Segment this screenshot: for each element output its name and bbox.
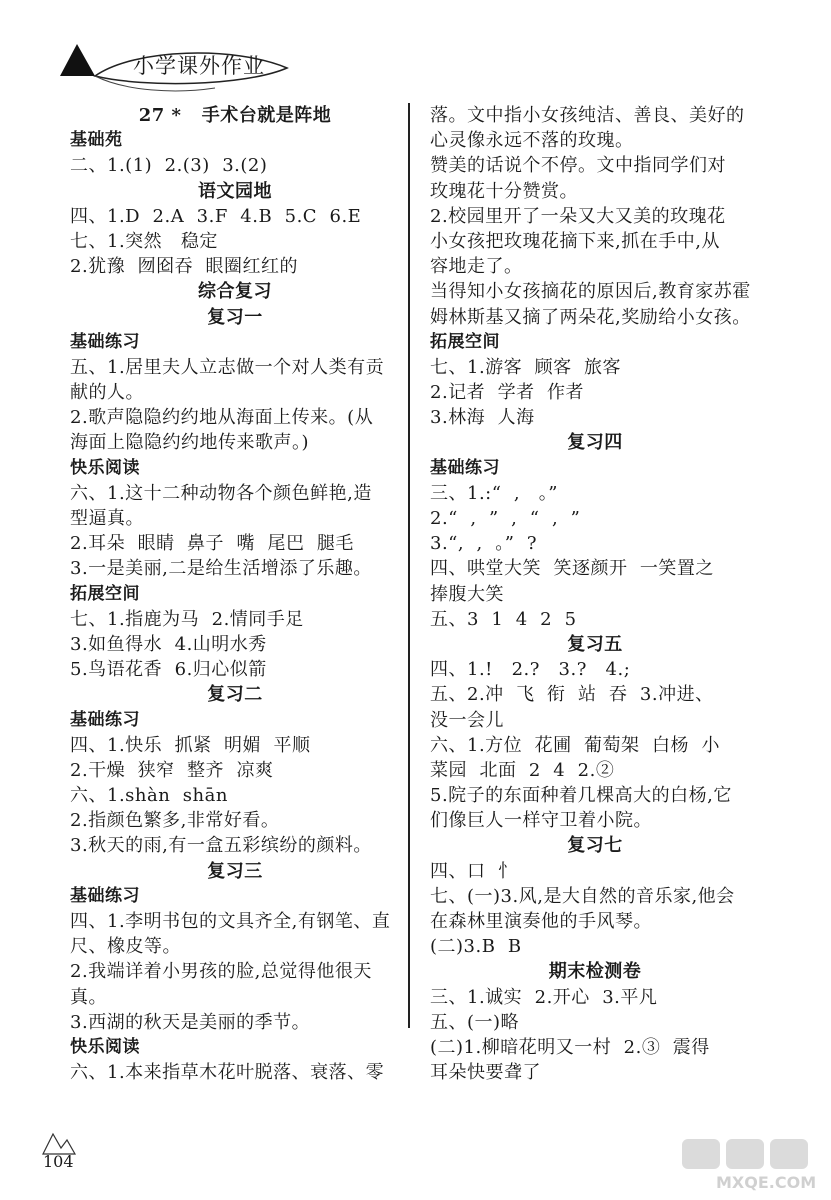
answer-line: 五、1.居里夫人立志做一个对人类有贡 — [70, 356, 385, 378]
answer-line: 七、(一)3.风,是大自然的音乐家,他会 — [430, 885, 735, 907]
answer-line: 尺、橡皮等。 — [70, 936, 181, 958]
answer-line: 海面上隐隐约约地传来歌声。) — [70, 432, 310, 454]
answer-line: 3.秋天的雨,有一盒五彩缤纷的颜料。 — [70, 835, 372, 857]
answer-line: 献的人。 — [70, 382, 144, 404]
section-heading: 快乐阅读 — [70, 457, 140, 478]
answer-line: 赞美的话说个不停。文中指同学们对 — [430, 155, 726, 177]
page-number: 104 — [43, 1152, 74, 1171]
answer-line: 六、1.shàn shān — [70, 785, 228, 807]
answer-line: 姆林斯基又摘了两朵花,奖励给小女孩。 — [430, 306, 751, 328]
answer-line: 菜园 北面 2 4 2.② — [430, 759, 615, 781]
chapter-heading: 期末检测卷 — [548, 961, 642, 983]
page-header — [55, 36, 295, 96]
column-divider — [408, 103, 410, 1028]
answer-line: 当得知小女孩摘花的原因后,教育家苏霍 — [430, 281, 751, 303]
answer-line: 五、3 1 4 2 5 — [430, 608, 577, 630]
answer-line: 五、2.冲 飞 衔 站 吞 3.冲进、 — [430, 684, 714, 706]
answer-line: 四、口 忄 — [430, 860, 517, 882]
answer-line: 5.鸟语花香 6.归心似箭 — [70, 659, 267, 681]
answer-line: 们像巨人一样守卫着小院。 — [430, 810, 652, 832]
answer-line: 2.犹豫 囫囵吞 眼圈红红的 — [70, 256, 299, 278]
answer-line: 四、1.李明书包的文具齐全,有钢笔、直 — [70, 911, 391, 932]
chapter-heading: 复习七 — [567, 835, 623, 857]
chapter-heading: 复习五 — [567, 633, 623, 655]
answer-line: 3.林海 人海 — [430, 407, 535, 429]
answer-line: 3.一是美丽,二是给生活增添了乐趣。 — [70, 558, 372, 580]
section-heading: 拓展空间 — [430, 331, 500, 352]
answer-line: 六、1.本来指草木花叶脱落、衰落、零 — [70, 1062, 385, 1084]
answer-line: (二)1.柳暗花明又一村 2.③ 震得 — [430, 1036, 710, 1058]
chapter-heading: 复习一 — [207, 306, 263, 328]
chapter-heading: 27 * 手术台就是阵地 — [138, 105, 332, 126]
answer-line: 3.“, , 。” ? — [430, 533, 538, 555]
answer-line: 七、1.突然 稳定 — [70, 230, 218, 252]
answer-line: 四、哄堂大笑 笑逐颜开 一笑置之 — [430, 558, 714, 580]
chapter-heading: 复习三 — [207, 860, 263, 882]
answer-line: 5.院子的东面种着几棵高大的白杨,它 — [430, 785, 732, 807]
answer-line: 四、1.快乐 抓紧 明媚 平顺 — [70, 734, 311, 756]
answer-line: 2.“ , ” , “ , ” — [430, 508, 581, 529]
section-heading: 快乐阅读 — [70, 1036, 140, 1057]
answer-line: 2.我端详着小男孩的脸,总觉得他很天 — [70, 961, 372, 983]
answer-line: 在森林里演奏他的手风琴。 — [430, 911, 652, 932]
answer-line: 2.歌声隐隐约约地从海面上传来。(从 — [70, 407, 374, 429]
chapter-heading: 语文园地 — [198, 180, 272, 202]
section-heading: 基础苑 — [70, 130, 123, 151]
answer-line: 真。 — [70, 986, 107, 1008]
answer-line: (二)3.B B — [430, 936, 522, 958]
answer-line: 五、(一)略 — [430, 1011, 520, 1033]
chapter-heading: 复习二 — [207, 684, 263, 706]
header-title: 小学课外作业 — [133, 54, 265, 78]
answer-line: 三、1.:“ , 。” — [430, 482, 558, 504]
answer-line: 2.记者 学者 作者 — [430, 382, 585, 404]
section-heading: 基础练习 — [430, 457, 500, 478]
chapter-heading: 复习四 — [567, 432, 623, 454]
answer-line: 捧腹大笑 — [430, 583, 504, 605]
answer-line: 六、1.方位 花圃 葡萄架 白杨 小 — [430, 734, 720, 756]
answer-line: 2.校园里开了一朵又大又美的玫瑰花 — [430, 205, 726, 227]
answer-line: 2.耳朵 眼睛 鼻子 嘴 尾巴 腿毛 — [70, 533, 354, 555]
section-heading: 基础练习 — [70, 885, 140, 906]
left-column — [70, 103, 400, 1085]
watermark-logo-icon — [676, 1135, 816, 1175]
section-heading: 基础练习 — [70, 709, 140, 730]
answer-line: 六、1.这十二种动物各个颜色鲜艳,造 — [70, 482, 372, 504]
answer-line: 心灵像永远不落的玫瑰。 — [430, 130, 634, 152]
section-heading: 基础练习 — [70, 331, 140, 352]
page-footer — [35, 1128, 95, 1178]
answer-line: 落。文中指小女孩纯洁、善良、美好的 — [430, 105, 745, 126]
watermark — [676, 1135, 816, 1195]
answer-line: 没一会儿 — [430, 709, 504, 731]
answer-line: 3.西湖的秋天是美丽的季节。 — [70, 1011, 311, 1033]
answer-line: 2.干燥 狭窄 整齐 凉爽 — [70, 759, 274, 781]
answer-line: 四、1.! 2.? 3.? 4.; — [430, 659, 631, 681]
answer-line: 3.如鱼得水 4.山明水秀 — [70, 633, 267, 655]
right-column — [430, 103, 760, 1085]
answer-line: 小女孩把玫瑰花摘下来,抓在手中,从 — [430, 230, 720, 252]
section-heading: 拓展空间 — [70, 583, 140, 604]
answer-line: 容地走了。 — [430, 256, 523, 278]
watermark-domain: MXQE.COM — [716, 1173, 817, 1192]
answer-line: 耳朵快要聋了 — [430, 1062, 541, 1084]
answer-line: 七、1.指鹿为马 2.情同手足 — [70, 608, 304, 630]
chapter-heading: 综合复习 — [198, 281, 272, 303]
answer-line: 2.指颜色繁多,非常好看。 — [70, 810, 280, 832]
answer-line: 玫瑰花十分赞赏。 — [430, 180, 578, 202]
answer-line: 七、1.游客 顾客 旅客 — [430, 356, 622, 378]
answer-line: 二、1.(1) 2.(3) 3.(2) — [70, 155, 268, 177]
answer-line: 四、1.D 2.A 3.F 4.B 5.C 6.E — [70, 205, 362, 227]
answer-line: 型逼真。 — [70, 508, 144, 529]
answer-line: 三、1.诚实 2.开心 3.平凡 — [430, 986, 658, 1008]
